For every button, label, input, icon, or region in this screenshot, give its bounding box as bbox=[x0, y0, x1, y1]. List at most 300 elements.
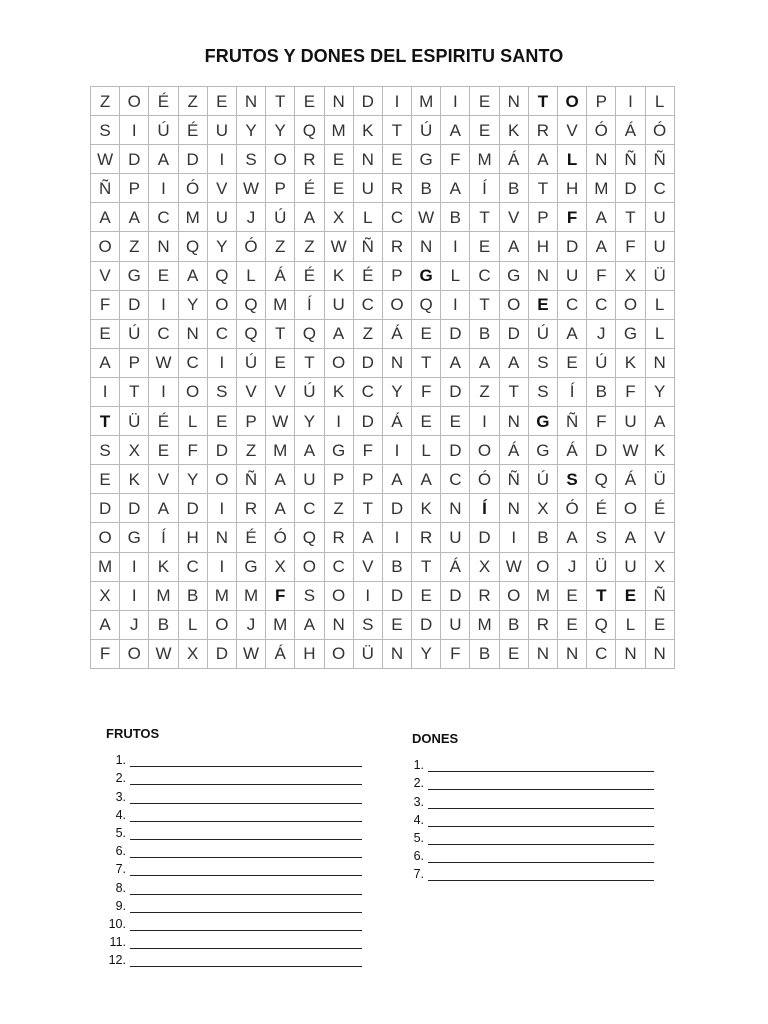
grid-cell[interactable]: B bbox=[499, 610, 528, 639]
dones-answer-line[interactable] bbox=[428, 779, 654, 790]
grid-cell[interactable]: E bbox=[324, 174, 353, 203]
grid-cell[interactable]: D bbox=[353, 407, 382, 436]
grid-cell[interactable]: I bbox=[120, 552, 149, 581]
grid-cell[interactable]: Á bbox=[266, 639, 295, 668]
grid-cell[interactable]: X bbox=[178, 639, 207, 668]
grid-cell[interactable]: E bbox=[382, 145, 411, 174]
grid-cell[interactable]: P bbox=[587, 87, 616, 116]
grid-cell[interactable]: T bbox=[120, 377, 149, 406]
grid-cell[interactable]: T bbox=[499, 377, 528, 406]
grid-cell[interactable]: É bbox=[295, 174, 324, 203]
grid-cell[interactable]: Ú bbox=[528, 319, 557, 348]
grid-cell[interactable]: D bbox=[470, 523, 499, 552]
grid-cell[interactable]: A bbox=[558, 523, 587, 552]
grid-cell[interactable]: N bbox=[178, 319, 207, 348]
grid-cell[interactable]: O bbox=[266, 145, 295, 174]
grid-cell[interactable]: Í bbox=[470, 174, 499, 203]
dones-answer-line[interactable] bbox=[428, 798, 654, 809]
grid-cell[interactable]: A bbox=[587, 232, 616, 261]
grid-cell[interactable]: Á bbox=[441, 552, 470, 581]
grid-cell[interactable]: S bbox=[528, 377, 557, 406]
grid-cell[interactable]: S bbox=[353, 610, 382, 639]
frutos-answer-line[interactable] bbox=[130, 847, 362, 858]
grid-cell[interactable]: M bbox=[178, 203, 207, 232]
grid-cell[interactable]: C bbox=[558, 290, 587, 319]
grid-cell[interactable]: E bbox=[499, 639, 528, 668]
grid-cell[interactable]: T bbox=[266, 319, 295, 348]
grid-cell[interactable]: F bbox=[558, 203, 587, 232]
grid-cell[interactable]: K bbox=[324, 261, 353, 290]
grid-cell[interactable]: N bbox=[412, 232, 441, 261]
grid-cell[interactable]: V bbox=[266, 377, 295, 406]
grid-cell[interactable]: I bbox=[382, 436, 411, 465]
grid-cell[interactable]: A bbox=[149, 494, 178, 523]
grid-cell[interactable]: I bbox=[149, 290, 178, 319]
grid-cell[interactable]: L bbox=[178, 407, 207, 436]
grid-cell[interactable]: K bbox=[412, 494, 441, 523]
grid-cell[interactable]: J bbox=[236, 203, 265, 232]
dones-answer-line[interactable] bbox=[428, 834, 654, 845]
grid-cell[interactable]: É bbox=[353, 261, 382, 290]
grid-cell[interactable]: P bbox=[382, 261, 411, 290]
grid-cell[interactable]: W bbox=[236, 174, 265, 203]
grid-cell[interactable]: A bbox=[441, 116, 470, 145]
grid-cell[interactable]: V bbox=[353, 552, 382, 581]
grid-cell[interactable]: M bbox=[587, 174, 616, 203]
grid-cell[interactable]: G bbox=[412, 261, 441, 290]
grid-cell[interactable]: T bbox=[528, 174, 557, 203]
grid-cell[interactable]: A bbox=[295, 610, 324, 639]
grid-cell[interactable]: Á bbox=[382, 407, 411, 436]
grid-cell[interactable]: D bbox=[207, 436, 236, 465]
grid-cell[interactable]: N bbox=[499, 407, 528, 436]
grid-cell[interactable]: O bbox=[324, 639, 353, 668]
grid-cell[interactable]: Y bbox=[412, 639, 441, 668]
dones-answer-line[interactable] bbox=[428, 816, 654, 827]
grid-cell[interactable]: A bbox=[499, 232, 528, 261]
grid-cell[interactable]: Y bbox=[266, 116, 295, 145]
grid-cell[interactable]: Á bbox=[499, 436, 528, 465]
grid-cell[interactable]: M bbox=[91, 552, 120, 581]
grid-cell[interactable]: C bbox=[295, 494, 324, 523]
grid-cell[interactable]: R bbox=[412, 523, 441, 552]
grid-cell[interactable]: Ó bbox=[645, 116, 674, 145]
grid-cell[interactable]: R bbox=[324, 523, 353, 552]
grid-cell[interactable]: V bbox=[207, 174, 236, 203]
grid-cell[interactable]: O bbox=[499, 290, 528, 319]
grid-cell[interactable]: U bbox=[207, 116, 236, 145]
grid-cell[interactable]: B bbox=[528, 523, 557, 552]
frutos-answer-line[interactable] bbox=[130, 884, 362, 895]
grid-cell[interactable]: C bbox=[178, 552, 207, 581]
grid-cell[interactable]: G bbox=[528, 436, 557, 465]
frutos-answer-line[interactable] bbox=[130, 956, 362, 967]
grid-cell[interactable]: E bbox=[470, 116, 499, 145]
frutos-answer-line[interactable] bbox=[130, 938, 362, 949]
grid-cell[interactable]: E bbox=[616, 581, 645, 610]
grid-cell[interactable]: Ó bbox=[266, 523, 295, 552]
grid-cell[interactable]: N bbox=[353, 145, 382, 174]
grid-cell[interactable]: C bbox=[587, 290, 616, 319]
grid-cell[interactable]: P bbox=[353, 465, 382, 494]
grid-cell[interactable]: T bbox=[91, 407, 120, 436]
grid-cell[interactable]: J bbox=[587, 319, 616, 348]
grid-cell[interactable]: D bbox=[120, 494, 149, 523]
grid-cell[interactable]: A bbox=[178, 261, 207, 290]
grid-cell[interactable]: C bbox=[353, 377, 382, 406]
grid-cell[interactable]: V bbox=[236, 377, 265, 406]
grid-cell[interactable]: T bbox=[266, 87, 295, 116]
grid-cell[interactable]: N bbox=[324, 610, 353, 639]
grid-cell[interactable]: A bbox=[645, 407, 674, 436]
grid-cell[interactable]: Z bbox=[470, 377, 499, 406]
grid-cell[interactable]: F bbox=[353, 436, 382, 465]
grid-cell[interactable]: I bbox=[149, 377, 178, 406]
grid-cell[interactable]: D bbox=[441, 581, 470, 610]
grid-cell[interactable]: É bbox=[236, 523, 265, 552]
grid-cell[interactable]: A bbox=[353, 523, 382, 552]
grid-cell[interactable]: T bbox=[470, 203, 499, 232]
grid-cell[interactable]: B bbox=[470, 319, 499, 348]
grid-cell[interactable]: I bbox=[382, 523, 411, 552]
grid-cell[interactable]: I bbox=[441, 232, 470, 261]
grid-cell[interactable]: S bbox=[91, 116, 120, 145]
grid-cell[interactable]: M bbox=[528, 581, 557, 610]
grid-cell[interactable]: A bbox=[295, 436, 324, 465]
grid-cell[interactable]: F bbox=[412, 377, 441, 406]
grid-cell[interactable]: J bbox=[120, 610, 149, 639]
grid-cell[interactable]: I bbox=[149, 174, 178, 203]
grid-cell[interactable]: E bbox=[207, 87, 236, 116]
grid-cell[interactable]: Y bbox=[645, 377, 674, 406]
frutos-answer-line[interactable] bbox=[130, 756, 362, 767]
grid-cell[interactable]: Ü bbox=[645, 261, 674, 290]
grid-cell[interactable]: N bbox=[499, 87, 528, 116]
grid-cell[interactable]: E bbox=[295, 87, 324, 116]
grid-cell[interactable]: Y bbox=[178, 465, 207, 494]
grid-cell[interactable]: F bbox=[441, 639, 470, 668]
grid-cell[interactable]: B bbox=[499, 174, 528, 203]
grid-cell[interactable]: F bbox=[91, 290, 120, 319]
grid-cell[interactable]: D bbox=[441, 436, 470, 465]
grid-cell[interactable]: F bbox=[587, 261, 616, 290]
grid-cell[interactable]: O bbox=[91, 232, 120, 261]
grid-cell[interactable]: B bbox=[470, 639, 499, 668]
grid-cell[interactable]: P bbox=[528, 203, 557, 232]
grid-cell[interactable]: D bbox=[120, 145, 149, 174]
grid-cell[interactable]: V bbox=[645, 523, 674, 552]
grid-cell[interactable]: V bbox=[499, 203, 528, 232]
grid-cell[interactable]: S bbox=[558, 465, 587, 494]
grid-cell[interactable]: T bbox=[528, 87, 557, 116]
grid-cell[interactable]: Ú bbox=[295, 377, 324, 406]
grid-cell[interactable]: Á bbox=[382, 319, 411, 348]
grid-cell[interactable]: O bbox=[207, 290, 236, 319]
grid-cell[interactable]: N bbox=[645, 348, 674, 377]
grid-cell[interactable]: A bbox=[587, 203, 616, 232]
grid-cell[interactable]: Z bbox=[236, 436, 265, 465]
grid-cell[interactable]: E bbox=[382, 610, 411, 639]
frutos-answer-line[interactable] bbox=[130, 774, 362, 785]
grid-cell[interactable]: Ñ bbox=[558, 407, 587, 436]
grid-cell[interactable]: N bbox=[149, 232, 178, 261]
grid-cell[interactable]: E bbox=[558, 610, 587, 639]
frutos-answer-line[interactable] bbox=[130, 865, 362, 876]
grid-cell[interactable]: J bbox=[236, 610, 265, 639]
grid-cell[interactable]: Ú bbox=[587, 348, 616, 377]
grid-cell[interactable]: Ú bbox=[236, 348, 265, 377]
grid-cell[interactable]: B bbox=[149, 610, 178, 639]
grid-cell[interactable]: I bbox=[207, 145, 236, 174]
grid-cell[interactable]: N bbox=[207, 523, 236, 552]
grid-cell[interactable]: M bbox=[324, 116, 353, 145]
grid-cell[interactable]: L bbox=[645, 87, 674, 116]
grid-cell[interactable]: Z bbox=[324, 494, 353, 523]
grid-cell[interactable]: B bbox=[382, 552, 411, 581]
grid-cell[interactable]: E bbox=[266, 348, 295, 377]
grid-cell[interactable]: É bbox=[587, 494, 616, 523]
grid-cell[interactable]: Q bbox=[178, 232, 207, 261]
grid-cell[interactable]: N bbox=[645, 639, 674, 668]
grid-cell[interactable]: O bbox=[616, 494, 645, 523]
grid-cell[interactable]: O bbox=[616, 290, 645, 319]
grid-cell[interactable]: Ñ bbox=[499, 465, 528, 494]
grid-cell[interactable]: A bbox=[528, 145, 557, 174]
grid-cell[interactable]: A bbox=[295, 203, 324, 232]
grid-cell[interactable]: G bbox=[324, 436, 353, 465]
grid-cell[interactable]: W bbox=[266, 407, 295, 436]
grid-cell[interactable]: A bbox=[324, 319, 353, 348]
grid-cell[interactable]: X bbox=[645, 552, 674, 581]
grid-cell[interactable]: Á bbox=[499, 145, 528, 174]
grid-cell[interactable]: O bbox=[178, 377, 207, 406]
grid-cell[interactable]: V bbox=[558, 116, 587, 145]
grid-cell[interactable]: Z bbox=[266, 232, 295, 261]
grid-cell[interactable]: Ó bbox=[236, 232, 265, 261]
grid-cell[interactable]: M bbox=[266, 290, 295, 319]
grid-cell[interactable]: D bbox=[499, 319, 528, 348]
grid-cell[interactable]: B bbox=[178, 581, 207, 610]
grid-cell[interactable]: P bbox=[236, 407, 265, 436]
grid-cell[interactable]: X bbox=[91, 581, 120, 610]
grid-cell[interactable]: A bbox=[149, 145, 178, 174]
frutos-answer-line[interactable] bbox=[130, 902, 362, 913]
grid-cell[interactable]: Ú bbox=[412, 116, 441, 145]
grid-cell[interactable]: O bbox=[558, 87, 587, 116]
grid-cell[interactable]: E bbox=[412, 581, 441, 610]
grid-cell[interactable]: D bbox=[558, 232, 587, 261]
grid-cell[interactable]: A bbox=[441, 348, 470, 377]
grid-cell[interactable]: O bbox=[324, 581, 353, 610]
grid-cell[interactable]: E bbox=[470, 232, 499, 261]
grid-cell[interactable]: K bbox=[645, 436, 674, 465]
grid-cell[interactable]: V bbox=[91, 261, 120, 290]
grid-cell[interactable]: U bbox=[645, 232, 674, 261]
grid-cell[interactable]: K bbox=[499, 116, 528, 145]
grid-cell[interactable]: E bbox=[528, 290, 557, 319]
grid-cell[interactable]: I bbox=[499, 523, 528, 552]
grid-cell[interactable]: G bbox=[120, 261, 149, 290]
grid-cell[interactable]: H bbox=[528, 232, 557, 261]
grid-cell[interactable]: Ú bbox=[149, 116, 178, 145]
grid-cell[interactable]: I bbox=[91, 377, 120, 406]
grid-cell[interactable]: Ú bbox=[266, 203, 295, 232]
grid-cell[interactable]: X bbox=[324, 203, 353, 232]
grid-cell[interactable]: U bbox=[645, 203, 674, 232]
grid-cell[interactable]: S bbox=[236, 145, 265, 174]
grid-cell[interactable]: S bbox=[587, 523, 616, 552]
grid-cell[interactable]: Ñ bbox=[91, 174, 120, 203]
grid-cell[interactable]: Ñ bbox=[645, 145, 674, 174]
grid-cell[interactable]: O bbox=[207, 465, 236, 494]
grid-cell[interactable]: Ó bbox=[178, 174, 207, 203]
grid-cell[interactable]: Á bbox=[616, 465, 645, 494]
grid-cell[interactable]: P bbox=[266, 174, 295, 203]
grid-cell[interactable]: I bbox=[324, 407, 353, 436]
grid-cell[interactable]: Ñ bbox=[645, 581, 674, 610]
grid-cell[interactable]: Ú bbox=[120, 319, 149, 348]
grid-cell[interactable]: Ñ bbox=[236, 465, 265, 494]
grid-cell[interactable]: C bbox=[470, 261, 499, 290]
grid-cell[interactable]: L bbox=[236, 261, 265, 290]
grid-cell[interactable]: G bbox=[616, 319, 645, 348]
grid-cell[interactable]: I bbox=[120, 116, 149, 145]
grid-cell[interactable]: A bbox=[266, 465, 295, 494]
grid-cell[interactable]: N bbox=[382, 639, 411, 668]
grid-cell[interactable]: A bbox=[558, 319, 587, 348]
grid-cell[interactable]: M bbox=[266, 610, 295, 639]
grid-cell[interactable]: P bbox=[324, 465, 353, 494]
grid-cell[interactable]: R bbox=[295, 145, 324, 174]
grid-cell[interactable]: U bbox=[616, 552, 645, 581]
grid-cell[interactable]: P bbox=[120, 348, 149, 377]
dones-answer-line[interactable] bbox=[428, 761, 654, 772]
grid-cell[interactable]: U bbox=[558, 261, 587, 290]
grid-cell[interactable]: Ü bbox=[587, 552, 616, 581]
grid-cell[interactable]: C bbox=[645, 174, 674, 203]
grid-cell[interactable]: E bbox=[324, 145, 353, 174]
grid-cell[interactable]: S bbox=[295, 581, 324, 610]
grid-cell[interactable]: P bbox=[120, 174, 149, 203]
grid-cell[interactable]: U bbox=[353, 174, 382, 203]
grid-cell[interactable]: D bbox=[587, 436, 616, 465]
grid-cell[interactable]: A bbox=[91, 203, 120, 232]
grid-cell[interactable]: Y bbox=[382, 377, 411, 406]
grid-cell[interactable]: L bbox=[645, 319, 674, 348]
grid-cell[interactable]: E bbox=[149, 261, 178, 290]
grid-cell[interactable]: G bbox=[120, 523, 149, 552]
grid-cell[interactable]: O bbox=[120, 87, 149, 116]
grid-cell[interactable]: K bbox=[149, 552, 178, 581]
grid-cell[interactable]: Z bbox=[295, 232, 324, 261]
grid-cell[interactable]: O bbox=[120, 639, 149, 668]
grid-cell[interactable]: E bbox=[558, 581, 587, 610]
grid-cell[interactable]: K bbox=[324, 377, 353, 406]
grid-cell[interactable]: K bbox=[616, 348, 645, 377]
grid-cell[interactable]: I bbox=[353, 581, 382, 610]
grid-cell[interactable]: Q bbox=[236, 319, 265, 348]
grid-cell[interactable]: B bbox=[441, 203, 470, 232]
grid-cell[interactable]: A bbox=[441, 174, 470, 203]
grid-cell[interactable]: D bbox=[353, 348, 382, 377]
grid-cell[interactable]: E bbox=[470, 87, 499, 116]
grid-cell[interactable]: Ó bbox=[587, 116, 616, 145]
grid-cell[interactable]: T bbox=[412, 348, 441, 377]
grid-cell[interactable]: Í bbox=[149, 523, 178, 552]
grid-cell[interactable]: L bbox=[412, 436, 441, 465]
grid-cell[interactable]: D bbox=[120, 290, 149, 319]
grid-cell[interactable]: L bbox=[353, 203, 382, 232]
grid-cell[interactable]: F bbox=[587, 407, 616, 436]
grid-cell[interactable]: D bbox=[382, 581, 411, 610]
grid-cell[interactable]: Ü bbox=[120, 407, 149, 436]
grid-cell[interactable]: Á bbox=[616, 116, 645, 145]
grid-cell[interactable]: J bbox=[558, 552, 587, 581]
grid-cell[interactable]: T bbox=[295, 348, 324, 377]
grid-cell[interactable]: D bbox=[353, 87, 382, 116]
grid-cell[interactable]: Q bbox=[412, 290, 441, 319]
grid-cell[interactable]: C bbox=[441, 465, 470, 494]
grid-cell[interactable]: E bbox=[645, 610, 674, 639]
grid-cell[interactable]: Í bbox=[470, 494, 499, 523]
grid-cell[interactable]: Ñ bbox=[353, 232, 382, 261]
grid-cell[interactable]: W bbox=[149, 639, 178, 668]
grid-cell[interactable]: M bbox=[470, 145, 499, 174]
grid-cell[interactable]: U bbox=[207, 203, 236, 232]
grid-cell[interactable]: D bbox=[412, 610, 441, 639]
grid-cell[interactable]: X bbox=[266, 552, 295, 581]
grid-cell[interactable]: D bbox=[616, 174, 645, 203]
grid-cell[interactable]: T bbox=[587, 581, 616, 610]
grid-cell[interactable]: Z bbox=[120, 232, 149, 261]
frutos-answer-line[interactable] bbox=[130, 811, 362, 822]
grid-cell[interactable]: E bbox=[558, 348, 587, 377]
grid-cell[interactable]: O bbox=[324, 348, 353, 377]
grid-cell[interactable]: H bbox=[558, 174, 587, 203]
grid-cell[interactable]: R bbox=[470, 581, 499, 610]
grid-cell[interactable]: M bbox=[207, 581, 236, 610]
grid-cell[interactable]: U bbox=[441, 523, 470, 552]
grid-cell[interactable]: Q bbox=[295, 116, 324, 145]
grid-cell[interactable]: Ó bbox=[470, 465, 499, 494]
grid-cell[interactable]: M bbox=[266, 436, 295, 465]
grid-cell[interactable]: Q bbox=[587, 610, 616, 639]
grid-cell[interactable]: N bbox=[499, 494, 528, 523]
grid-cell[interactable]: Í bbox=[558, 377, 587, 406]
grid-cell[interactable]: É bbox=[645, 494, 674, 523]
grid-cell[interactable]: N bbox=[324, 87, 353, 116]
grid-cell[interactable]: I bbox=[616, 87, 645, 116]
grid-cell[interactable]: D bbox=[441, 377, 470, 406]
grid-cell[interactable]: Ü bbox=[353, 639, 382, 668]
grid-cell[interactable]: Í bbox=[295, 290, 324, 319]
grid-cell[interactable]: L bbox=[616, 610, 645, 639]
grid-cell[interactable]: G bbox=[499, 261, 528, 290]
grid-cell[interactable]: U bbox=[295, 465, 324, 494]
grid-cell[interactable]: C bbox=[207, 319, 236, 348]
grid-cell[interactable]: H bbox=[295, 639, 324, 668]
grid-cell[interactable]: I bbox=[120, 581, 149, 610]
grid-cell[interactable]: Ü bbox=[645, 465, 674, 494]
grid-cell[interactable]: L bbox=[645, 290, 674, 319]
grid-cell[interactable]: Q bbox=[295, 523, 324, 552]
grid-cell[interactable]: É bbox=[295, 261, 324, 290]
grid-cell[interactable]: O bbox=[382, 290, 411, 319]
grid-cell[interactable]: O bbox=[207, 610, 236, 639]
grid-cell[interactable]: W bbox=[499, 552, 528, 581]
grid-cell[interactable]: Ú bbox=[528, 465, 557, 494]
grid-cell[interactable]: U bbox=[441, 610, 470, 639]
